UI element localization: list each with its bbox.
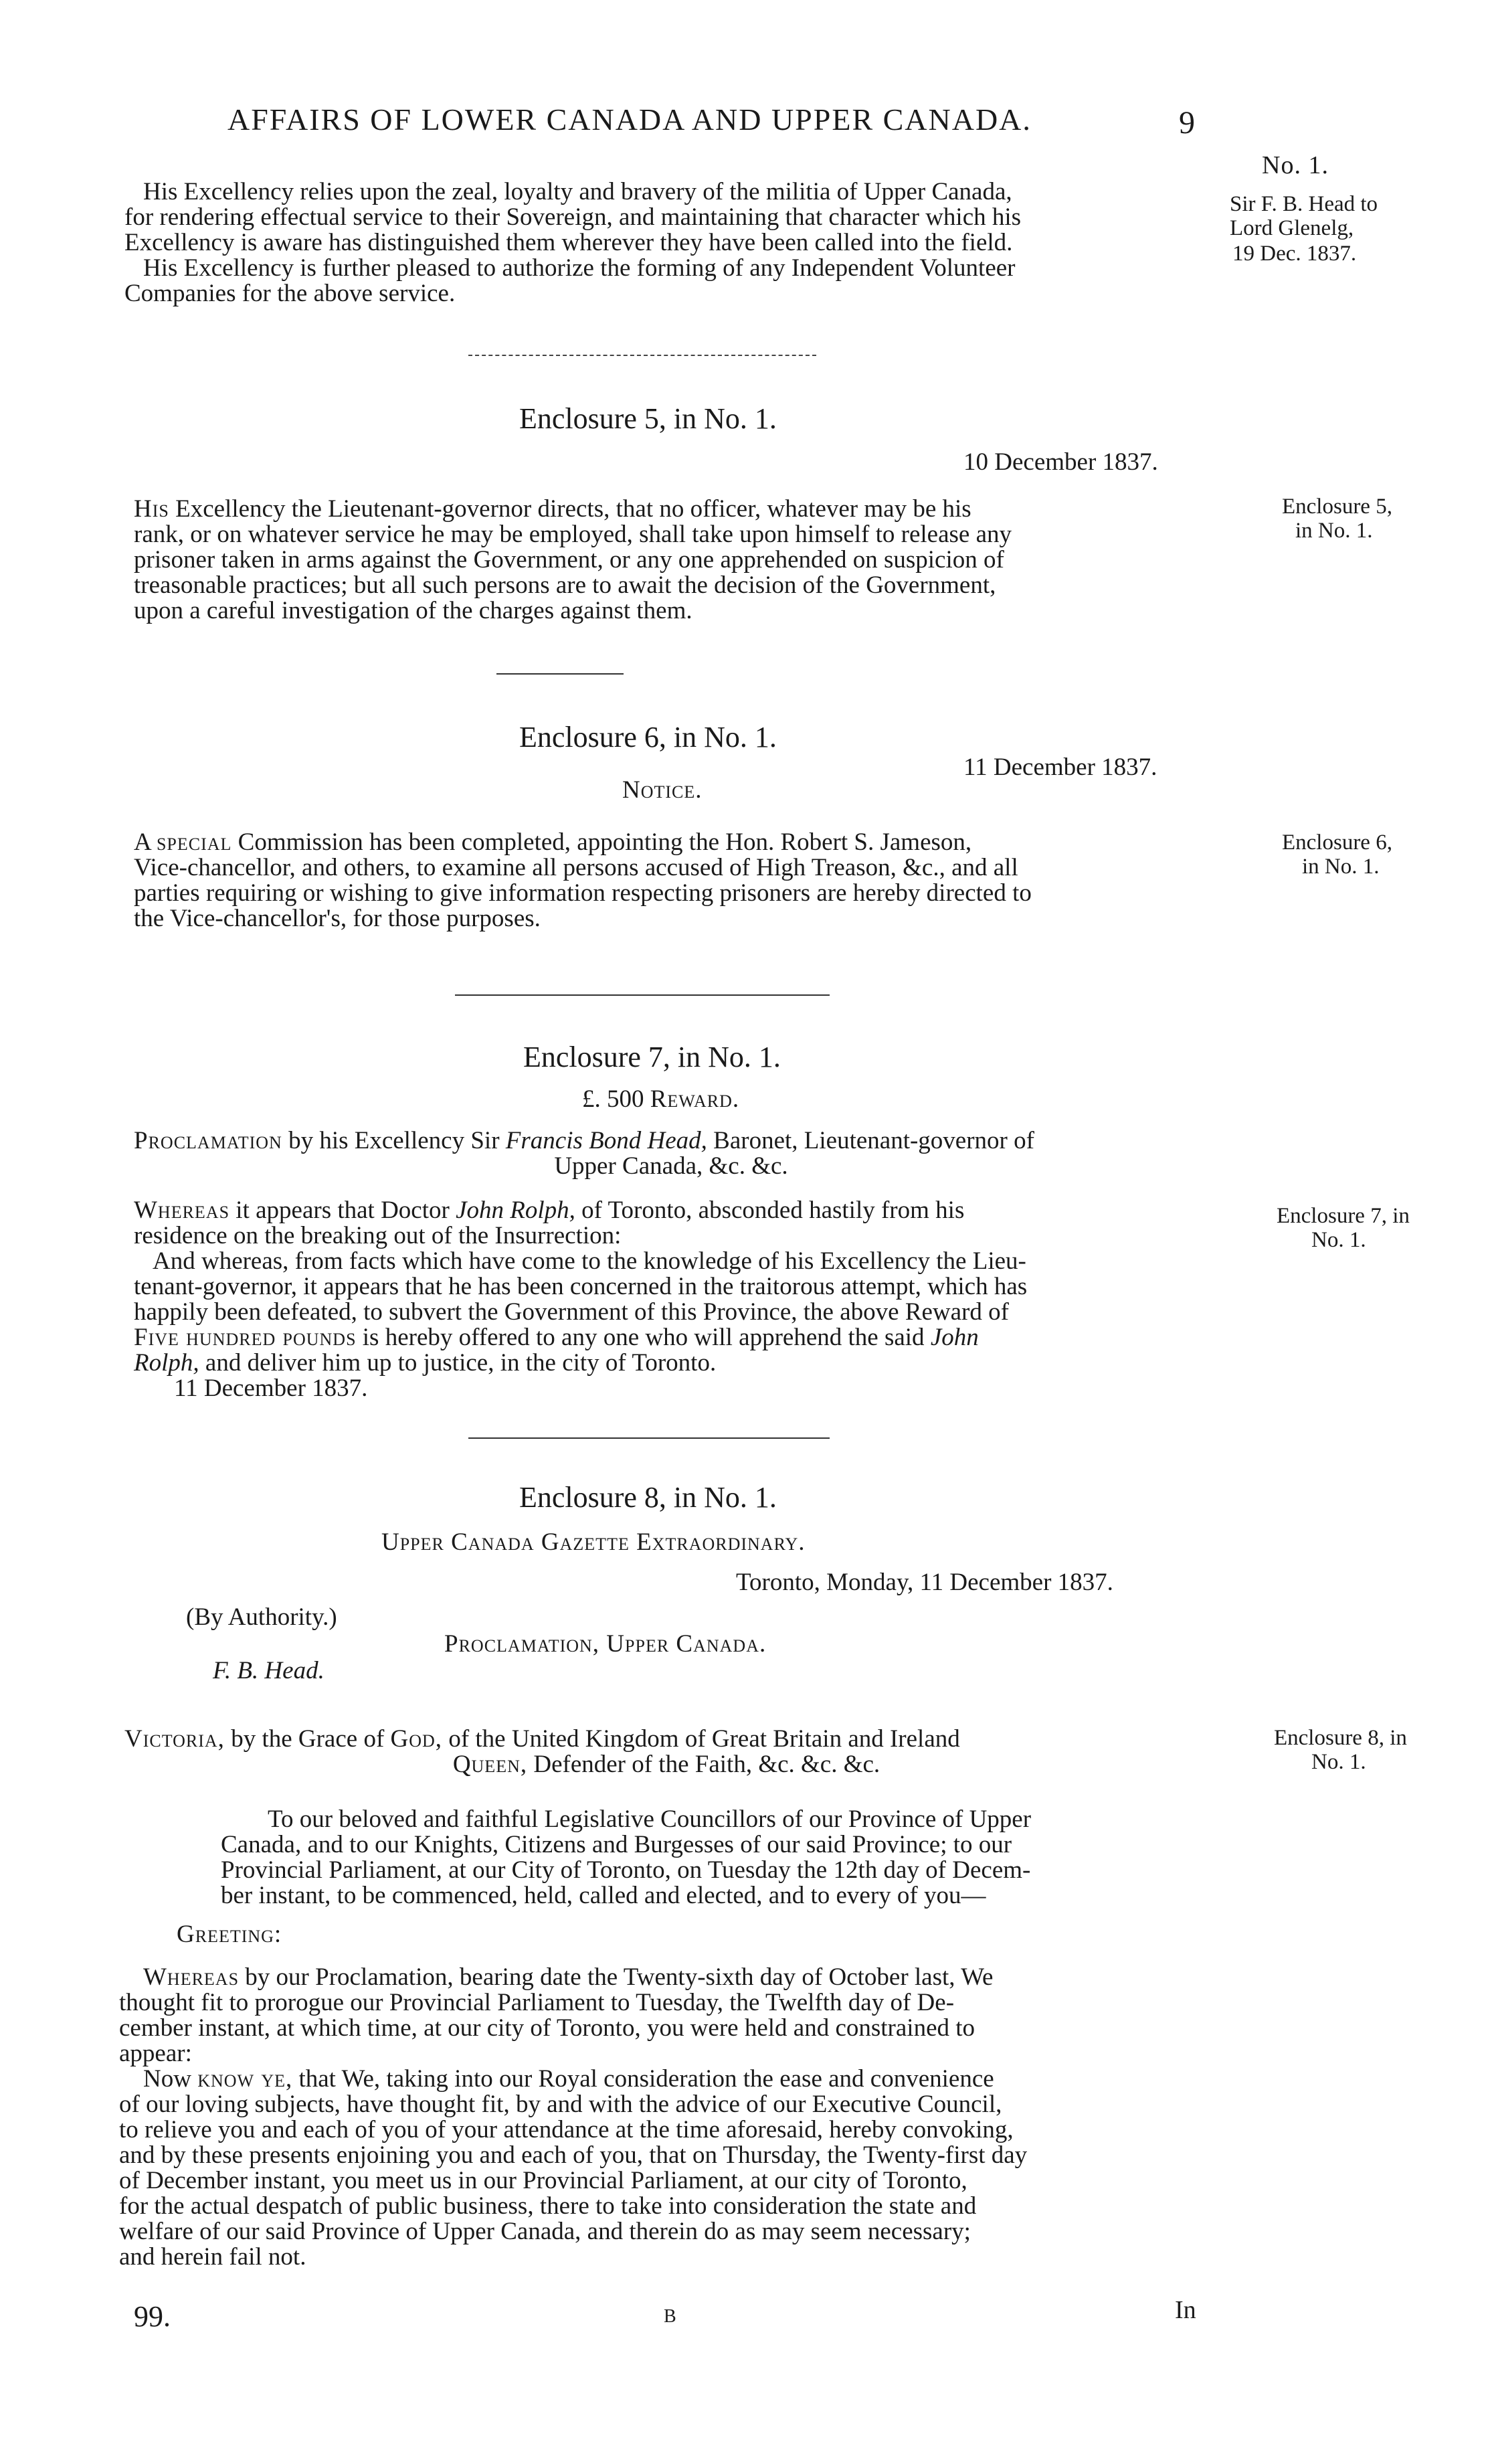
reward-line: £. 500 Reward. bbox=[582, 1085, 740, 1113]
greeting: Greeting: bbox=[177, 1921, 282, 1948]
enclosure-5-date: 10 December 1837. bbox=[963, 448, 1158, 476]
intro-text: His Excellency relies upon the zeal, loyalty and bravery of the militia of Upper Canada, for rendering effectual service to their Sovereign, and maintaining that character which his Excellency is aware has distinguished them wherever they have been called into the field. His Excellency is further pleased to authorize the forming of any Independent Volunteer Companies for the above service. bbox=[124, 178, 1022, 307]
notice-heading: Notice. bbox=[622, 776, 703, 804]
enclosure-6-heading: Enclosure 6, in No. 1. bbox=[519, 721, 777, 754]
margin-enclosure-6-b: in No. 1. bbox=[1302, 855, 1380, 879]
section-divider bbox=[455, 994, 830, 996]
page-number: 9 bbox=[1179, 105, 1195, 141]
margin-enclosure-5-a: Enclosure 5, bbox=[1282, 495, 1392, 519]
by-authority: (By Authority.) bbox=[186, 1603, 337, 1631]
section-divider bbox=[468, 1437, 830, 1439]
section-divider bbox=[496, 673, 624, 675]
signature-mark: B bbox=[664, 2306, 676, 2327]
margin-enclosure-7-b: No. 1. bbox=[1311, 1228, 1366, 1252]
gazette-title: Upper Canada Gazette Extraordinary. bbox=[381, 1528, 806, 1556]
enclosure-7-heading: Enclosure 7, in No. 1. bbox=[523, 1041, 781, 1073]
running-header: AFFAIRS OF LOWER CANADA AND UPPER CANADA. bbox=[227, 102, 1032, 137]
enclosure-7-text: Whereas it appears that Doctor John Rolph, of Toronto, absconded hastily from his residence on the breaking out of the Insurrection: And whereas, from facts which have come to the knowledge of his Excellency the Lieu- tenant-governor, it appears that he has been concerned in the traitorous attempt, which has happily been defeated, to subvert the Government of this Province, the above Reward of Five hundred pounds is hereby offered to any one who will apprehend the said John Rolph, and deliver him up to justice, in the city of Toronto. 11 December 1837. bbox=[134, 1197, 1028, 1402]
margin-enclosure-6-a: Enclosure 6, bbox=[1282, 830, 1392, 855]
margin-enclosure-8-b: No. 1. bbox=[1311, 1750, 1366, 1774]
address-text: To our beloved and faithful Legislative Councillors of our Province of Upper Canada, and to our Knights, Citizens and Burgesses of our said Province; to our Provincial Parliament, at our City of Toronto, on Tuesday the 12th day of Decem- ber instant, to be commenced, held, called and elected, and to every of you— bbox=[221, 1806, 1032, 1909]
margin-enclosure-8-a: Enclosure 8, in bbox=[1274, 1726, 1407, 1750]
enclosure-8-date: Toronto, Monday, 11 December 1837. bbox=[736, 1569, 1113, 1596]
enclosure-6-date: 11 December 1837. bbox=[963, 754, 1157, 781]
enclosure-8-heading: Enclosure 8, in No. 1. bbox=[519, 1481, 777, 1514]
enclosure-5-heading: Enclosure 5, in No. 1. bbox=[519, 402, 777, 435]
enclosure-5-text: His Excellency the Lieutenant-governor directs, that no officer, whatever may be his rank, or on whatever service he may be employed, shall take upon himself to release any prisoner taken in arms against the Government, or any one apprehended on suspicion of treasonable practices; but all such persons are to await the decision of the Government, upon a careful investigation of the charges against them. bbox=[134, 495, 1012, 624]
footer-number: 99. bbox=[134, 2300, 171, 2333]
enclosure-6-text: A special Commission has been completed, appointing the Hon. Robert S. Jameson, Vice-chancellor, and others, to examine all persons accused of High Treason, &c., and all parties requiring or wishing to give information respecting prisoners are hereby directed to the Vice-chancellor's, for those purposes. bbox=[134, 828, 1032, 932]
catchword: In bbox=[1175, 2296, 1196, 2324]
margin-enclosure-5-b: in No. 1. bbox=[1295, 519, 1373, 543]
proclamation-heading: Proclamation, Upper Canada. bbox=[444, 1630, 767, 1658]
margin-doc-from: Sir F. B. Head to bbox=[1230, 192, 1378, 216]
section-divider bbox=[468, 355, 816, 356]
margin-doc-to: Lord Glenelg, bbox=[1230, 216, 1354, 240]
margin-doc-ref: No. 1. bbox=[1262, 151, 1329, 179]
proclamation-title: Proclamation by his Excellency Sir Francis Bond Head, Baronet, Lieutenant-governor of Upper Canada, &c. &c. bbox=[134, 1127, 1034, 1180]
enclosure-8-text: Whereas by our Proclamation, bearing date the Twenty-sixth day of October last, We thought fit to prorogue our Provincial Parliament to Tuesday, the Twelfth day of De- cember instant, at which time, at our city of Toronto, you were held and constrained to appear: Now know ye, that We, taking into our Royal consideration the ease and convenience of our loving subjects, have thought fit, by and with the advice of our Executive Council, to relieve you and each of you of your attendance at the time aforesaid, hereby convoking, and by these presents enjoining you and each of you, that on Thursday, the Twenty-first day of December instant, you meet us in our Provincial Parliament, at our city of Toronto, for the actual despatch of public business, there to take into consideration the state and welfare of our said Province of Upper Canada, and therein do as may seem necessary; and herein fail not. bbox=[119, 1963, 1028, 2271]
margin-enclosure-7-a: Enclosure 7, in bbox=[1277, 1204, 1410, 1228]
signer: F. B. Head. bbox=[213, 1657, 324, 1684]
victoria-line: Victoria, by the Grace of God, of the United Kingdom of Great Britain and Ireland Queen, Defender of the Faith, &c. &c. &c. bbox=[124, 1725, 960, 1778]
margin-doc-date: 19 Dec. 1837. bbox=[1232, 242, 1357, 266]
